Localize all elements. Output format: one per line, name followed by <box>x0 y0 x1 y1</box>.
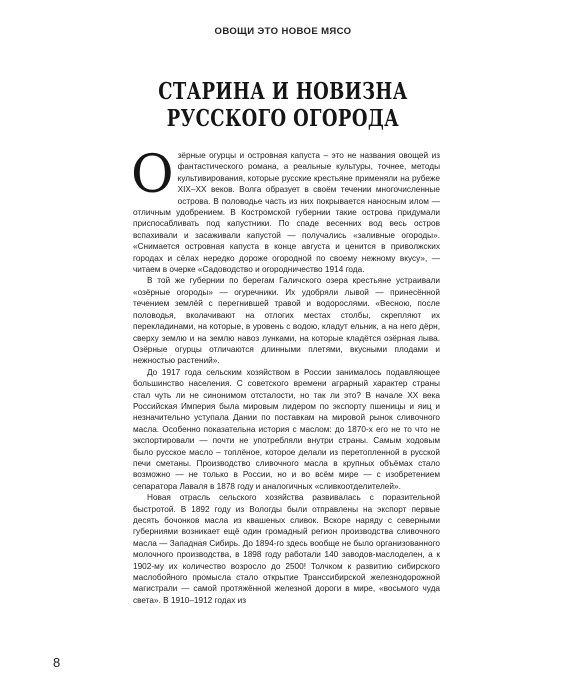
chapter-title <box>62 78 503 132</box>
paragraph-1 <box>131 145 440 275</box>
chapter-title-line-2: РУССКОГО ОГОРОДА <box>166 105 400 132</box>
article-body <box>131 145 440 606</box>
page-number: 8 <box>53 655 61 670</box>
chapter-title-line-1: СТАРИНА И НОВИЗНА <box>158 78 408 105</box>
running-header: ОВОЩИ ЭТО НОВОЕ МЯСО <box>214 26 352 37</box>
paragraph-4: Новая отрасль сельского хозяйства развивалась с поразительной быстротой. В 1892 году из Вологды были отправлены на экспорт первые десять бочонков масла из квашеных сливок. Вскоре наряду с северными губерниями возникает ещё один громадный регион производства сливочного масла — Западная Сибирь. До 1894-го здесь вообще не было организованного молочного производства, в 1898 году работали 140 заводов-маслоделен, а к 1902-му их количество возросло до 2500! Толчком к развитию сибирского маслобойного промысла стало открытие Транссибирской железнодорожной магистрали — самой протяжённой железной дороги в мире, «восьмого чуда света». В 1910–1912 годах из <box>133 493 440 605</box>
paragraph-2: В той же губернии по берегам Галичского озера крестьяне устраивали «озёрные огороды» — огуречники. Их удобряли лывой — принесённой течением землёй с перегнившей травой и водорослями. «Весною, после половодья, вколачивают на отлогих местах столбы, скрепляют их перекладинами, на которые, в уровень с водою, кладут ельник, а на него дёрн, сверху землю и на землю навоз лунками, на которые кладётся озёрная лыва. Озёрные огурцы отличаются длинными плетями, вкусными плодами и нежностью растений». <box>133 276 440 366</box>
paragraph-1-text: зёрные огурцы и островная капуста – это не названия овощей из фантастического романа, а реальные культуры, точнее, методы культивирования, которые русские крестьяне применяли на рубеже XIX–XX веков. Волга образует в своём течении многочисленные острова. В половодье часть из них покрывается наносным илом — отличным удобрением. В Костромской губернии такие острова придумали приспосабливать под капустники. По спаде весенних вод весь остров вспахивали и засаживали капустой — получались «заливные огороды». «Снимается островная капуста в конце августа и ценится в приволжских городах и сёлах нередко дороже огородной по своему нежному вкусу», — читаем в очерке «Садоводство и огородничество 1914 года. <box>133 151 440 275</box>
drop-cap: О <box>131 145 174 205</box>
paragraph-3: До 1917 года сельским хозяйством в России занималось подавляющее большинство населения. С советского времени аграрный характер страны стал чуть ли не синонимом отсталости, но так ли это? В начале XX века Российская Империя была мировым лидером по экспорту пшеницы и яиц и незначительно уступала Дании по поставкам на мировой рынок сливочного масла. Особенно показательна история с маслом: до 1870-х его не то что не экспортировали — почти не употребляли внутри страны. Самым ходовым было русское масло – топлёное, которое делали из перетопленной в русской печи сметаны. Производство сливочного масла в крупных объёмах стало возможно — не только в России, но и во всём мире — с изобретением сепаратора Лаваля в 1878 году и аналогичных «сливкоотделителей». <box>133 367 440 491</box>
